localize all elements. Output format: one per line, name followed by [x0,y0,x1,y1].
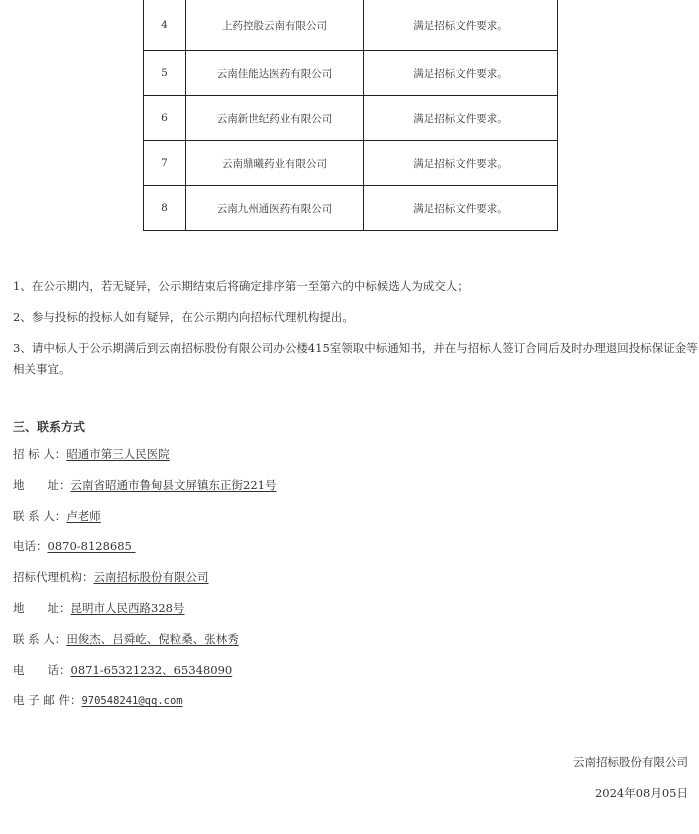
contact-label: 电话： [13,539,48,553]
note-1: 1、在公示期内，若无疑异，公示期结束后将确定排序第一至第六的中标候选人为成交人； [13,279,469,293]
agency-email [13,692,183,708]
contact-tenderer [13,446,170,462]
evaluation-result: 满足招标文件要求。 [364,96,558,141]
contact-phone [13,538,136,554]
signature-company: 云南招标股份有限公司 [573,755,688,769]
signature-date: 2024年08月05日 [594,786,688,800]
contact-value: 0870-8128685 [47,539,136,553]
contact-value: 云南招标股份有限公司 [93,570,209,584]
row-number: 6 [144,96,186,141]
agency-address [13,600,184,616]
contact-value: 田俊杰、吕舜屹、倪粒桑、张林秀 [66,632,239,646]
company-name: 云南新世纪药业有限公司 [186,96,364,141]
table-row [144,51,558,96]
evaluation-result: 满足招标文件要求。 [364,141,558,186]
agency-contact-person [13,631,239,647]
row-number: 4 [144,0,186,51]
contact-value: 昭通市第三人民医院 [66,447,170,461]
evaluation-result: 满足招标文件要求。 [364,51,558,96]
contact-value: 0871-65321232、65348090 [70,663,233,677]
note-3: 3、请中标人于公示期满后到云南招标股份有限公司办公楼415室领取中标通知书，并在与招标人签订合同后及时办理退回投标保证金等相关事宜。 [13,341,698,376]
contact-label: 地 址： [13,478,71,492]
contact-label: 招标代理机构： [13,570,94,584]
contact-heading: 三、联系方式 [13,420,86,434]
row-number: 8 [144,186,186,231]
contact-label: 联 系 人： [13,509,67,523]
company-name: 云南鼎曦药业有限公司 [186,141,364,186]
contact-value: 970548241@qq.com [81,695,183,707]
note-2: 2、参与投标的投标人如有疑异，在公示期内向招标代理机构提出。 [13,310,354,324]
contact-person [13,508,101,524]
contact-label: 地 址： [13,601,71,615]
contact-label: 招 标 人： [13,447,67,461]
candidate-table [143,0,558,231]
contact-label: 电 话： [13,663,71,677]
contact-label: 联 系 人： [13,632,67,646]
contact-label: 电 子 邮 件： [13,693,82,707]
table-row [144,186,558,231]
contact-address [13,477,276,493]
agency-phone [13,662,232,678]
company-name: 云南九州通医药有限公司 [186,186,364,231]
evaluation-result: 满足招标文件要求。 [364,0,558,51]
row-number: 7 [144,141,186,186]
table-row [144,141,558,186]
row-number: 5 [144,51,186,96]
contact-value: 昆明市人民西路328号 [70,601,185,615]
contact-agency [13,569,209,585]
table-row [144,96,558,141]
contact-value: 云南省昭通市鲁甸县文屏镇东正街221号 [70,478,277,492]
contact-value: 卢老师 [66,509,101,523]
evaluation-result: 满足招标文件要求。 [364,186,558,231]
table-row [144,0,558,51]
company-name: 云南佳能达医药有限公司 [186,51,364,96]
company-name: 上药控股云南有限公司 [186,0,364,51]
